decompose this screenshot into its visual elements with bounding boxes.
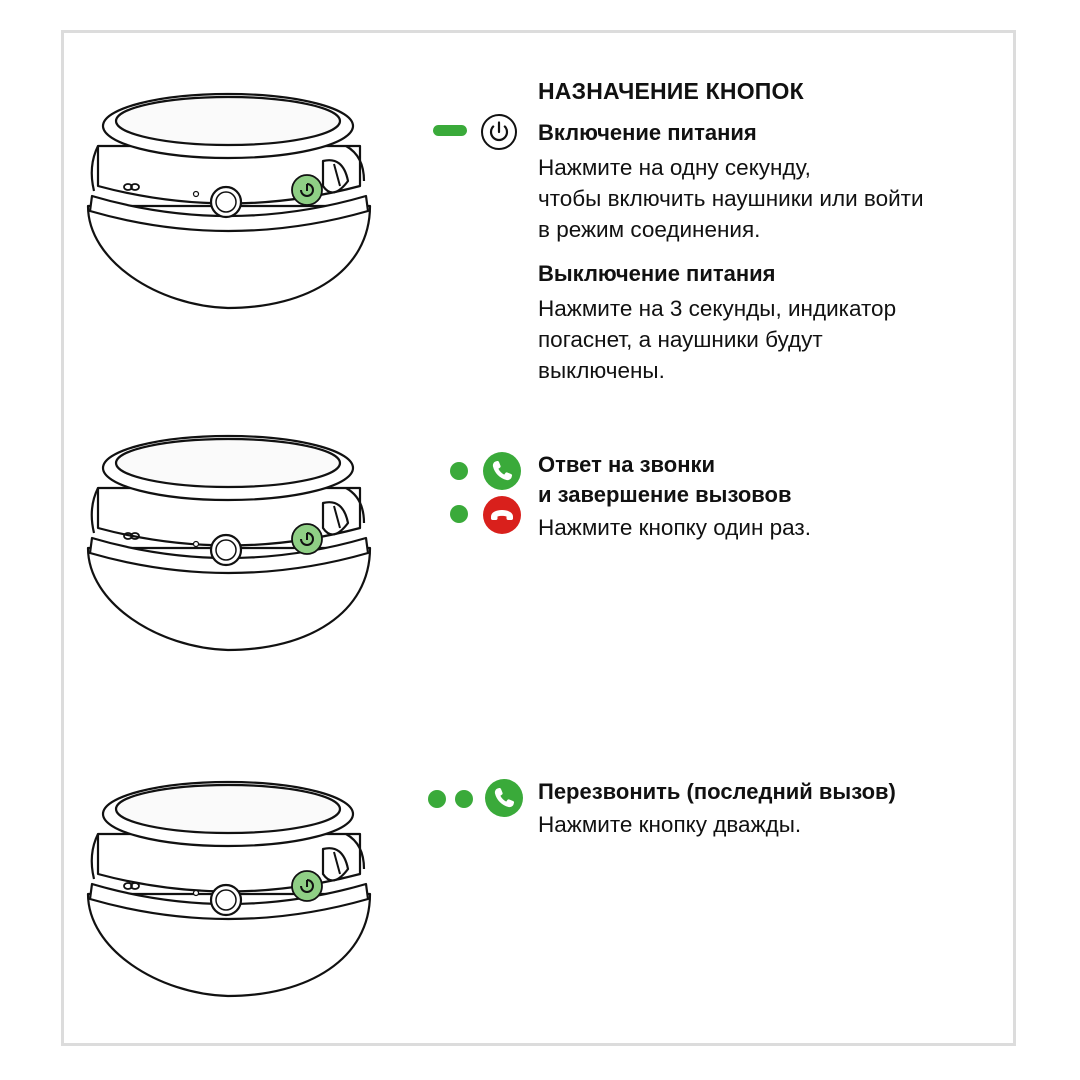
redial-title: Перезвонить (последний вызов) [538,779,896,804]
double-press-dot [428,790,446,808]
power-icon [480,113,518,151]
phone-answer-icon [483,452,521,490]
power-off-line: погаснет, а наушники будут [538,327,823,352]
redial-description: Нажмите кнопку дважды. [538,812,802,837]
double-press-dot [455,790,473,808]
single-press-dot [450,462,468,480]
power-on-line: Нажмите на одну секунду, [538,155,811,180]
power-off-line: Нажмите на 3 секунды, индикатор [538,296,897,321]
page-title: НАЗНАЧЕНИЕ КНОПОК [538,78,804,104]
calls-description: Нажмите кнопку один раз. [538,515,811,540]
long-press-indicator [433,125,467,136]
power-section [538,118,924,386]
power-off-description [538,293,924,386]
power-off-title: Выключение питания [538,261,776,286]
power-on-title: Включение питания [538,120,757,145]
earcup-illustration-2 [78,428,378,658]
calls-title [538,450,811,510]
earcup-illustration-3 [78,774,378,1004]
power-on-description [538,152,924,245]
phone-answer-icon [485,779,523,817]
power-on-line: в режим соединения. [538,217,761,242]
calls-title-line: Ответ на звонки [538,452,716,477]
single-press-dot [450,505,468,523]
phone-hangup-icon [483,496,521,534]
power-on-line: чтобы включить наушники или войти [538,186,924,211]
earcup-illustration-1 [78,86,378,316]
redial-section [538,777,896,840]
calls-section [538,450,811,543]
power-off-line: выключены. [538,358,665,383]
calls-title-line: и завершение вызовов [538,482,792,507]
